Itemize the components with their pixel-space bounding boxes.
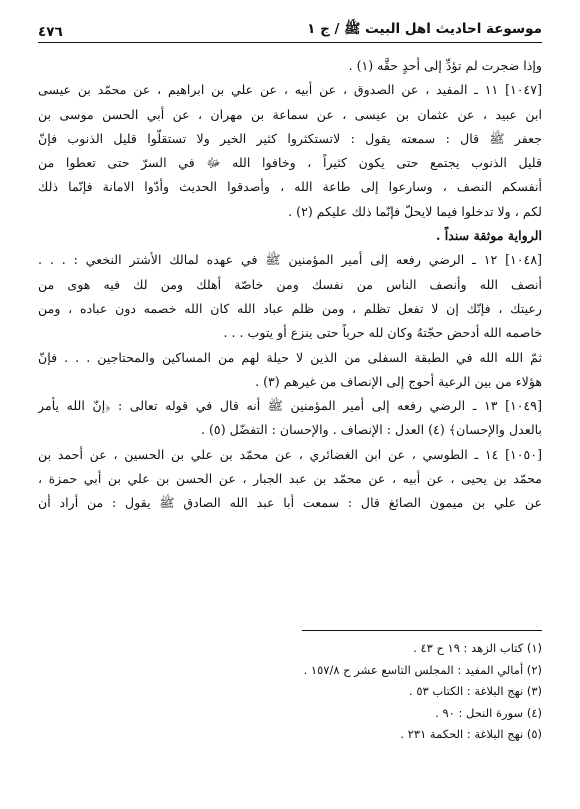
header-title: موسوعة احاديث اهل البيت ﷺ / ج ١ bbox=[307, 21, 542, 37]
text-line: [١٠٤٧] ١١ ـ المفيد ، عن الصدوق ، عن أبيه ، عن علي بن ابراهيم ، عن محمّد بن عيسى bbox=[38, 82, 542, 98]
body-text bbox=[38, 54, 542, 516]
text-line: لكم ، ولا تدخلوا فيما لايحلّ فإنّما ذلك عليكم (٢) . bbox=[288, 203, 542, 219]
running-header bbox=[38, 18, 542, 40]
text-line: خاصمه الله أدحض حجّتهُ وكان لله حرباً حتى ينزع أو يتوب . . . bbox=[223, 325, 542, 341]
text-line: أنفسكم النصف ، وسارعوا إلى طاعة الله ، وأصدقوا الحديث وأدّوا الامانة فإنّما ذلك bbox=[38, 179, 542, 195]
text-line: بالعدل والإحسان﴾ (٤) العدل : الإنصاف . والإحسان : التفضّل (٥) . bbox=[201, 422, 542, 438]
footnotes bbox=[142, 638, 542, 746]
footnote: (٣) نهج البلاغة : الكتاب ٥٣ . bbox=[409, 684, 542, 698]
header-rule bbox=[38, 42, 542, 43]
text-line: [١٠٤٨] ١٢ ـ الرضي رفعه إلى أمير المؤمنين ﷺ في عهده لمالك الأشتر النخعي : . . . bbox=[38, 252, 542, 268]
text-line: محمّد بن يحيى ، عن أبيه ، عن محمّد بن عبد الجبار ، عن الحسن بن علي بن أبي حمزة ، bbox=[38, 471, 542, 487]
text-line: وإذا ضجرت لم تؤدِّ إلى أحدٍ حقَّه (١) . bbox=[348, 58, 542, 73]
text-line: أنصف الله وأنصف الناس من نفسك ومن خاصّة أهلك ومن لك فيه هوى من bbox=[38, 276, 542, 292]
text-line: ابن عبيد ، عن عثمان بن عيسى ، عن سماعة بن مهران ، عن أبي الحسن موسى بن bbox=[38, 106, 542, 122]
text-line: رعيتك ، فإنّك إن لا تفعل تظلم ، ومن ظلم عباد الله كان الله خصمه دون عباده ، ومن bbox=[38, 300, 542, 316]
footnote-rule bbox=[302, 630, 542, 631]
text-line: عن علي بن ميمون الصائغ قال : سمعت أبا عبد الله الصادق ﷺ يقول : من أراد أن bbox=[38, 495, 542, 511]
text-line: الرواية موثقة سنداً . bbox=[435, 228, 542, 244]
text-line: هؤلاء من بين الرعية أحوج إلى الإنصاف من غيرهم (٣) . bbox=[255, 373, 542, 389]
text-line: ثمّ الله الله في الطبقة السفلى من الذين لا حيلة لهم من المساكين والمحتاجين . . . فإنّ bbox=[38, 349, 542, 365]
page-number: ٤٧٦ bbox=[38, 24, 63, 40]
footnote: (٤) سورة النحل : ٩٠ . bbox=[435, 705, 542, 720]
text-line: جعفر ﷺ قال : سمعته يقول : لاتستكثروا كثير الخير ولا تستقلّوا قليل الذنوب فإنّ bbox=[38, 130, 542, 146]
text-line: [١٠٤٩] ١٣ ـ الرضي رفعه إلى أمير المؤمنين ﷺ أنه قال في قوله تعالى : ﴿إنّ الله يأمر bbox=[38, 398, 542, 414]
footnote: (٥) نهج البلاغة : الحكمة ٢٣١ . bbox=[400, 727, 542, 741]
footnote: (٢) أمالي المفيد : المجلس التاسع عشر ح ١٥٧/٨ . bbox=[303, 662, 542, 677]
text-line: قليل الذنوب يجتمع حتى يكون كثيراً ، وخافوا الله ﷻ في السرّ حتى تعطوا من bbox=[38, 155, 542, 171]
footnote: (١) كتاب الزهد : ١٩ ح ٤٣ . bbox=[413, 641, 542, 655]
text-line: [١٠٥٠] ١٤ ـ الطوسي ، عن ابن الغضائري ، عن محمّد بن علي بن الحسين ، عن أحمد بن bbox=[38, 446, 542, 462]
